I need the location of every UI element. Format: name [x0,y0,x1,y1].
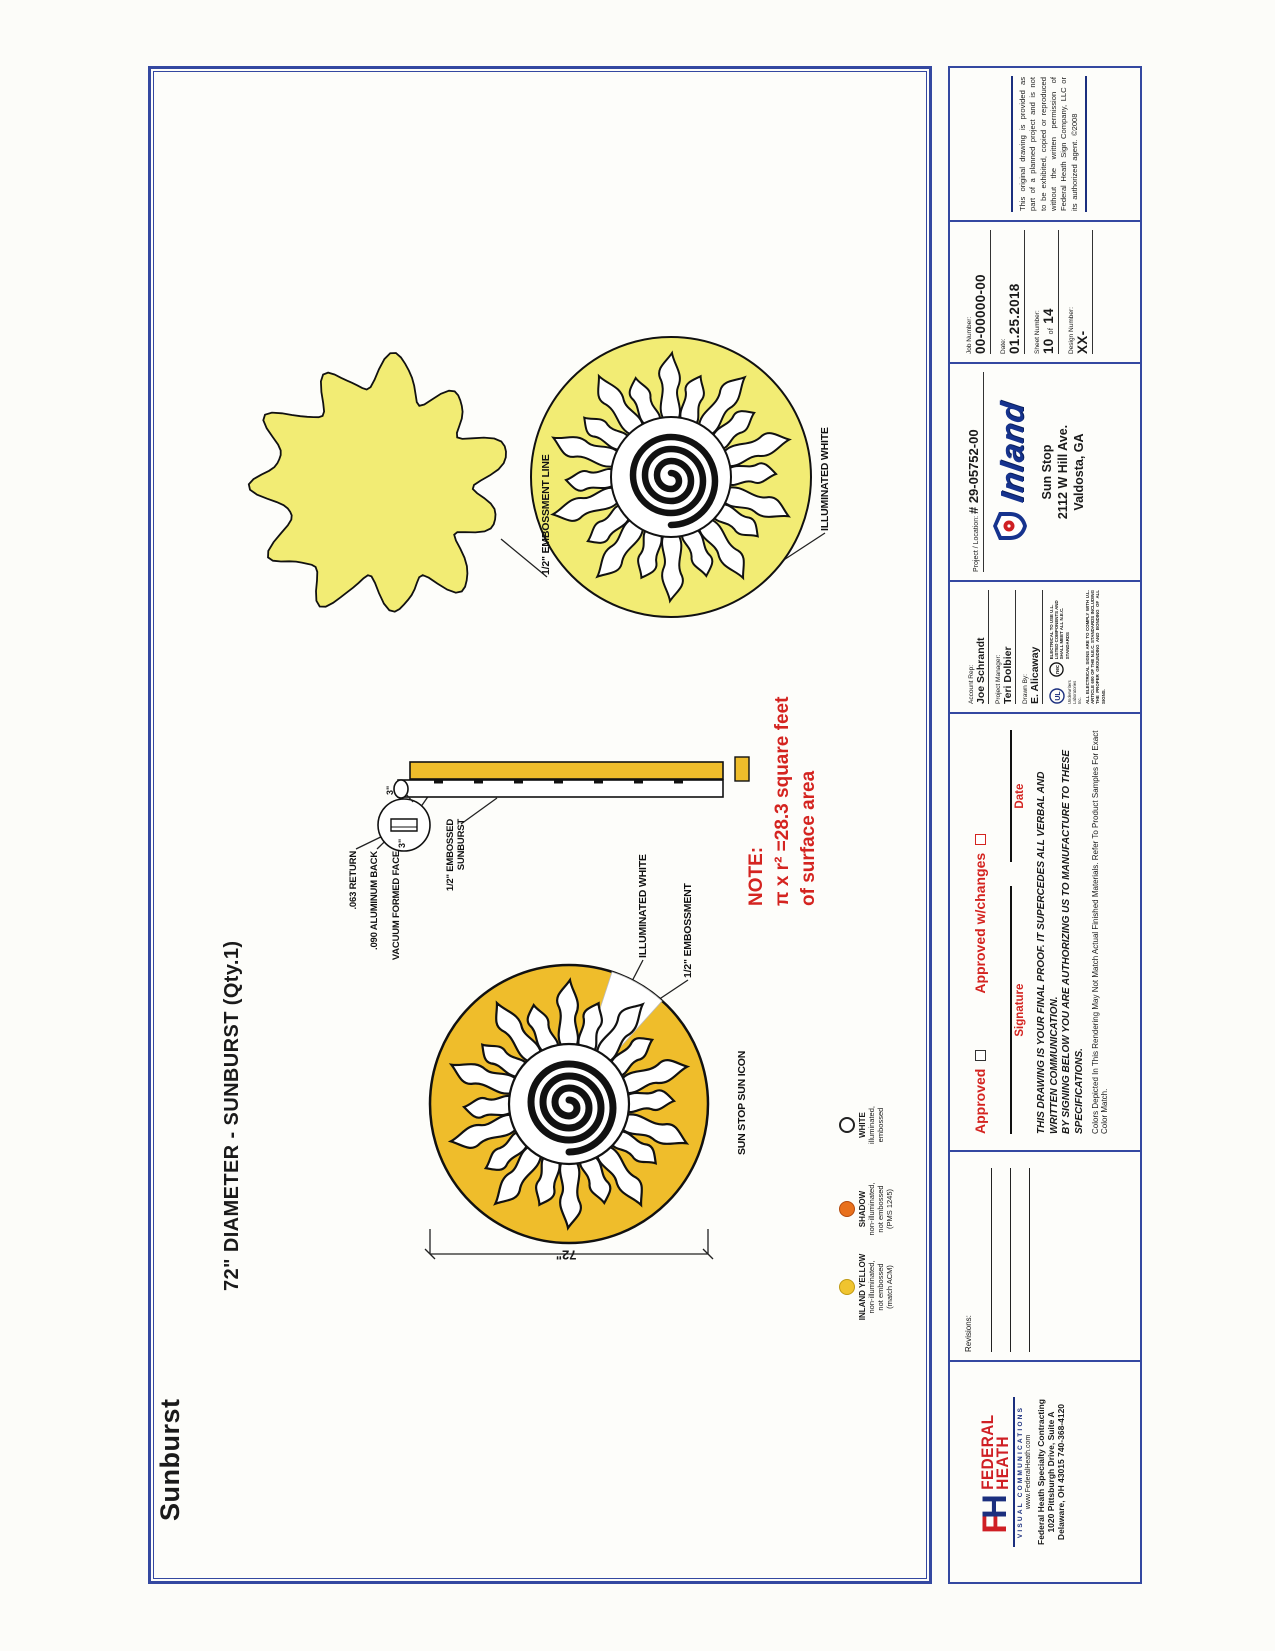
revision-entry-line[interactable] [973,1168,992,1352]
nec-icon [1049,662,1066,677]
sunburst-rendered-icon [430,965,708,1243]
fh-tagline: VISUAL COMMUNICATIONS [1013,1397,1024,1547]
legend-item-shadow [839,1161,894,1257]
design-number-value: XX- [1075,330,1090,354]
site-address2: Valdosta, GA [1072,433,1086,511]
legend-line: (PMS 1245) [885,1188,894,1230]
colors-disclaimer: Colors Depicted In This Rendering May Not Match Actual Finished Materials. Refer To Product Samples For Exact Color Match. [1091,730,1109,1134]
fh-word-2: HEATH [993,1436,1012,1491]
label-sun-stop-sun-icon: SUN STOP SUN ICON [736,1050,748,1155]
job-meta-block [950,222,1140,364]
legend-item-white [839,1077,885,1173]
label-embossed-sunburst-line1: 1/2" EMBOSSED [445,819,456,892]
section-detail [378,757,749,851]
note-line3: of surface area [798,770,819,906]
surface-area-note [744,697,822,906]
job-number-value: 00-00000-00 [973,274,988,354]
proof-statement-line1: THIS DRAWING IS YOUR FINAL PROOF. IT SUPERCEDES ALL VERBAL AND WRITTEN COMMUNICATION. [1036,771,1060,1134]
design-number-label: Design Number: [1068,307,1075,354]
label-embossment-line: 1/2" EMBOSSMENT LINE [540,454,552,575]
sheet-total: 14 [1041,308,1056,324]
signature-label: Signature [1014,983,1026,1037]
proof-statement-line2: BY SIGNING BELOW YOU ARE AUTHORIZING US TO MANUFACTURE TO THESE SPECIFICATIONS. [1061,749,1085,1134]
date-meta-label: Date: [1000,338,1007,354]
sheet-of: of [1048,327,1055,335]
drawn-by-value: E. Alicaway [1029,646,1041,704]
legend-line: non-illuminated, [867,1260,876,1314]
project-block [950,364,1140,582]
label-embossed-sunburst-line2: SUNBURST [456,819,467,871]
copyright-text: This original drawing is provided as part of a planned project and is not to be exhibited, copied or reproduced without the written permission of Federal Heath Sign Company, LLC or its authorized agent. ©2008 [1011,76,1087,212]
legend-name: WHITE [858,1112,867,1138]
legend-line: non-illuminated, [867,1182,876,1236]
site-address1: 2112 W Hill Ave. [1056,424,1070,520]
label-vacuum-formed-face: VACUUM FORMED FACE [391,851,402,961]
fh-address1: 1020 Pittsburgh Drive, Suite A [1046,1411,1056,1533]
diameter-dimension: 72" [555,1247,577,1263]
fh-address2: Delaware, OH 43015 740-368-4120 [1056,1403,1066,1541]
label-aluminum-back: .090 ALUMINUM BACK [369,851,380,950]
fh-company: Federal Heath Specialty Contracting [1036,1399,1046,1545]
revisions-block [950,1152,1140,1362]
account-rep-value: Joe Schrandt [975,637,987,704]
date-label: Date [1014,783,1026,809]
drawing-heading: 72" DIAMETER - SUNBURST (Qty.1) [221,940,243,1291]
approved-with-changes-label: Approved w/changes [972,852,988,994]
legend-line: not embossed [876,1263,885,1311]
signature-line[interactable] [1010,886,1012,1134]
label-return: .063 RETURN [348,851,359,910]
legend-line: (match ACM) [885,1265,894,1309]
sheet-number-value [1041,230,1056,354]
sheet-current: 10 [1041,338,1056,354]
sunburst-embossed-lineart [531,337,811,617]
svg-text:UL: UL [1055,691,1062,701]
date-line[interactable] [1010,730,1012,862]
ul-listed-icon [1049,680,1082,704]
revision-entry-line[interactable] [992,1168,1011,1352]
project-location-value: # 29-05752-00 [966,429,981,515]
site-name: Sun Stop [1040,444,1054,500]
revisions-label: Revisions: [964,1315,973,1352]
label-detail-depth: 3" [397,838,407,848]
approval-block [950,714,1140,1152]
fh-website: www.FederalHeath.com [1025,1434,1032,1510]
legend-line: illuminated, [867,1106,876,1144]
legend-name: SHADOW [858,1190,867,1228]
legend-name: INLAND YELLOW [858,1253,867,1321]
shadow-swatch-icon [839,1201,855,1217]
project-manager-label: Project Manager: [995,654,1002,704]
sheet-number-label: Sheet Number: [1034,310,1041,354]
note-line1: NOTE: [746,846,767,906]
ul-caption: Underwriters Laboratories Inc. [1067,680,1082,704]
label-embossment: 1/2" EMBOSSMENT [682,883,694,978]
sunburst-blank-silhouette [249,353,506,612]
date-meta-value: 01.25.2018 [1007,283,1022,354]
federal-heath-logo-icon: F H [976,1500,1014,1534]
project-manager-value: Teri Dolbier [1002,646,1014,704]
label-embossed-sunburst [445,819,467,903]
job-number-label: Job Number: [966,316,973,354]
inland-shield-icon [992,510,1033,542]
label-illuminated-white: ILLUMINATED WHITE [637,854,649,958]
ul-listed-note: ELECTRICAL TO USE U.L. LISTED COMPONENTS AND SHALL MEET ALL N.E.C. STANDARDS [1049,600,1070,660]
drawing-area [148,66,932,1584]
federal-heath-wordmark [980,1415,1010,1490]
page-title: Sunburst [155,1398,185,1521]
copyright-block [950,68,1140,222]
note-line2: π x r² =28.3 square feet [772,696,793,906]
inland-yellow-swatch-icon [839,1279,855,1295]
svg-text:nec: nec [1054,665,1061,675]
title-block [948,66,1142,1584]
drawn-by-label: Drawn By: [1022,674,1029,704]
federal-heath-block [950,1362,1140,1582]
inland-wordmark: Inland [994,399,1030,505]
legend-line: embossed [876,1107,885,1143]
white-swatch-icon [839,1117,855,1133]
fh-word-1: FEDERAL [978,1414,997,1491]
legend-line: not embossed [876,1185,885,1233]
label-depth: 3" [385,785,395,795]
approved-label: Approved [972,1068,988,1134]
label-illuminated-white-2: ILLUMINATED WHITE [819,427,831,531]
revision-entry-line[interactable] [1011,1168,1030,1352]
approved-with-changes-checkbox[interactable] [975,834,986,845]
personnel-block [950,582,1140,714]
ul-compliance-note: ALL ELECTRICAL SIGNS ARE TO COMPLY WITH U.L. ARTICLE 600 OF THE N.E.C. STANDARDS INCLUDING THE PROPER GROUNDING AND BONDING OF ALL SIGNS. [1085,590,1106,704]
project-location-label: Project / Location: [973,515,980,572]
account-rep-label: Account Rep: [968,664,975,704]
approved-checkbox[interactable] [975,1050,986,1061]
